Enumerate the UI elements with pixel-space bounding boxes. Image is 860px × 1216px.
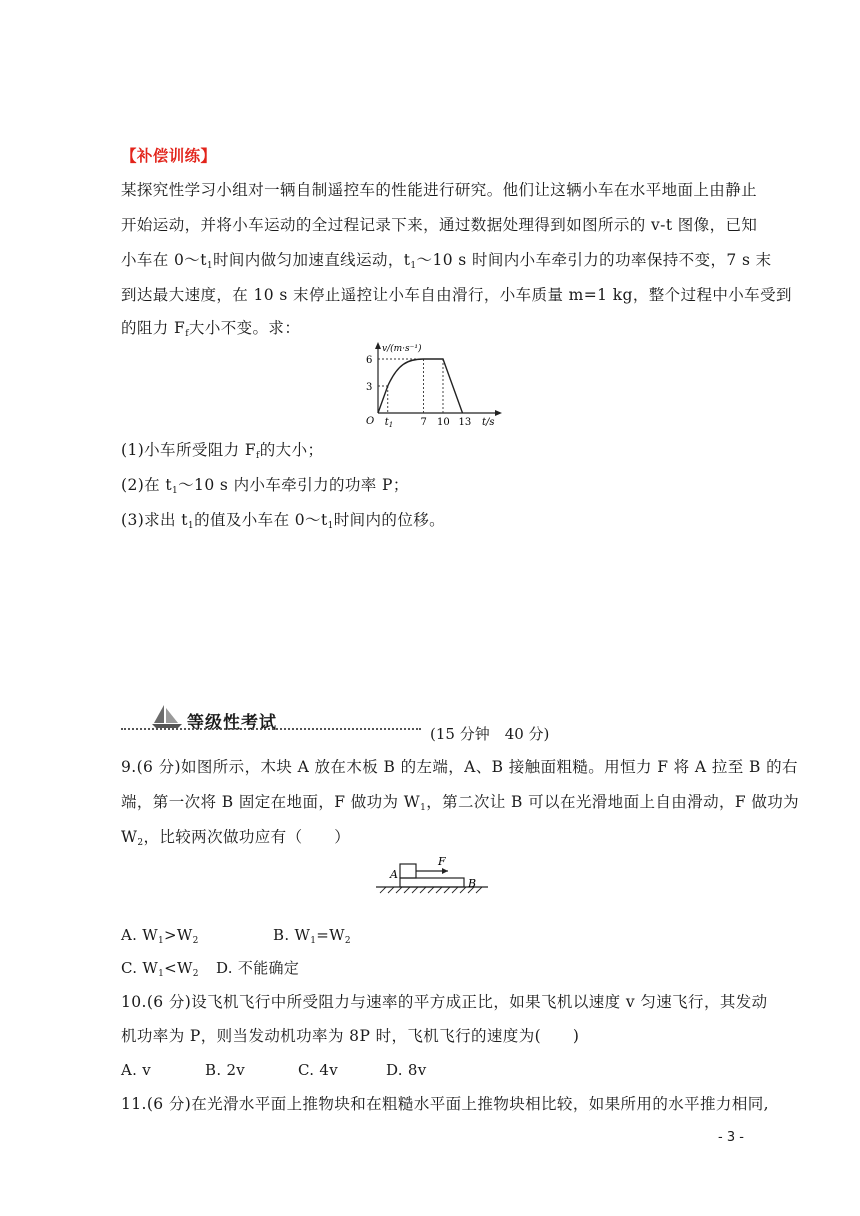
x-axis-arrow: [495, 410, 502, 416]
q10-option-b: B. 2v: [205, 1061, 246, 1079]
section-title: 等级性考试: [187, 713, 277, 733]
vt-chart: [330, 340, 510, 428]
intro-line-5: 的阻力 $F_f$大小不变。求：: [121, 319, 301, 339]
question-1: (1)小车所受阻力 $F_f$的大小；: [121, 441, 324, 461]
q10-option-a: A. v: [121, 1061, 152, 1079]
q9-option-d: D. 不能确定: [216, 959, 300, 977]
series-line: [378, 359, 463, 413]
section-divider: [121, 728, 421, 730]
page-number: - 3 -: [718, 1130, 744, 1145]
q10-option-c: C. 4v: [298, 1061, 338, 1079]
q9-option-b: B. $W_1=W_2$: [273, 926, 351, 946]
x-axis-label: t/s: [482, 417, 495, 428]
y-tick-6: 6: [366, 355, 373, 366]
q9-option-a: A. $W_1>W_2$: [121, 926, 199, 946]
label-b: B: [468, 877, 477, 890]
question-3: (3)求出 $t_1$的值及小车在 $0\sim t_1$时间内的位移。: [121, 511, 446, 531]
x-tick-7: 7: [420, 417, 427, 428]
x-tick-10: 10: [437, 417, 450, 428]
q9-line-3: $W_2$，比较两次做功应有（ ）: [121, 828, 351, 848]
q9-line-1: 9.(6 分)如图所示，木块 A 放在木板 B 的左端，A、B 接触面粗糙。用恒力 F 将 A 拉至 B 的右: [121, 758, 798, 776]
block-a: [400, 864, 416, 878]
x-tick-13: 13: [458, 417, 472, 428]
board-b: [400, 878, 464, 887]
label-f: F: [438, 855, 446, 868]
intro-line-4: 到达最大速度，在 10 s 末停止遥控让小车自由滑行，小车质量 m=1 kg，整个过程中小车受到: [121, 286, 792, 304]
supplement-heading: 【补偿训练】: [121, 146, 217, 165]
block-board-figure: [372, 852, 492, 900]
intro-line-1: 某探究性学习小组对一辆自制遥控车的性能进行研究。他们让这辆小车在水平地面上由静止: [121, 181, 758, 199]
origin-label: O: [366, 416, 375, 427]
intro-line-2: 开始运动，并将小车运动的全过程记录下来，通过数据处理得到如图所示的 v-t 图像，已知: [121, 216, 758, 234]
sailboat-icon: [150, 703, 184, 729]
q9-option-c: C. $W_1<W_2$: [121, 959, 199, 979]
section-subtitle: (15 分钟 40 分): [430, 725, 550, 743]
y-tick-3: 3: [366, 382, 373, 393]
q11-line-1: 11.(6 分)在光滑水平面上推物块和在粗糙水平面上推物块相比较，如果所用的水平推力相同,: [121, 1095, 769, 1113]
y-axis-label: v/(m·s⁻¹): [382, 344, 422, 354]
intro-line-3: 小车在 $0\sim t_1$时间内做匀加速直线运动，$t_1\sim 10$ s 时间内小车牵引力的功率保持不变，7 s 末: [121, 251, 772, 271]
q10-option-d: D. 8v: [386, 1061, 427, 1079]
q10-line-2: 机功率为 P，则当发动机功率为 8P 时，飞机飞行的速度为( ): [121, 1027, 580, 1045]
q10-line-1: 10.(6 分)设飞机飞行中所受阻力与速率的平方成正比，如果飞机以速度 v 匀速飞行，其发动: [121, 993, 768, 1011]
question-2: (2)在 $t_1\sim 10$ s 内小车牵引力的功率 P；: [121, 476, 409, 496]
label-a: A: [390, 868, 398, 881]
y-axis-arrow: [375, 342, 381, 349]
q9-line-2: 端，第一次将 B 固定在地面，F 做功为 $W_1$，第二次让 B 可以在光滑地面上自由滑动，F 做功为: [121, 793, 800, 813]
x-tick-t1: $t_1$: [384, 417, 394, 428]
